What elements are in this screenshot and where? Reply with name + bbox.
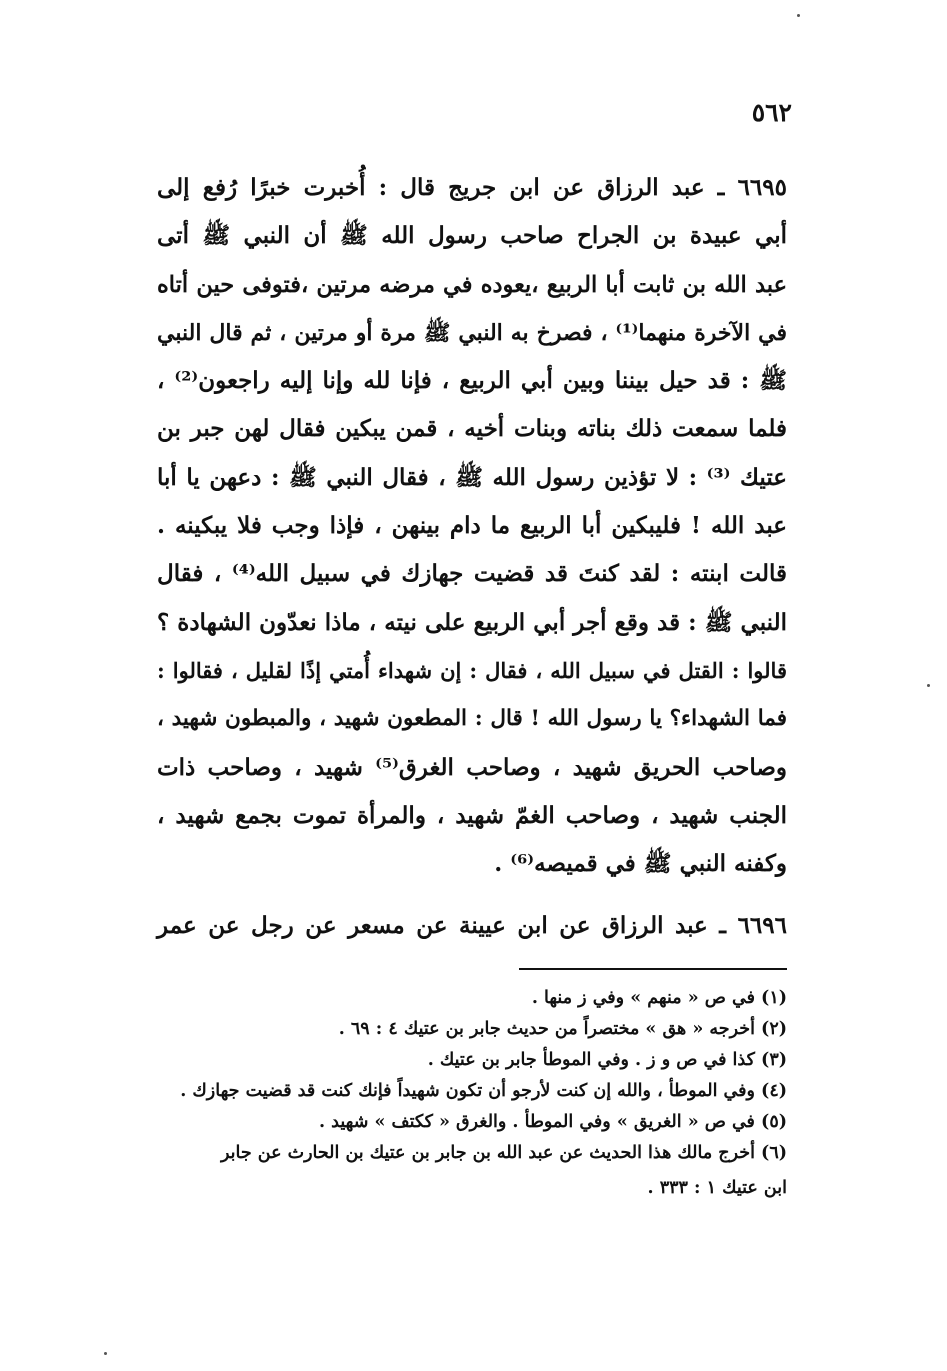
- hadith-line: أبي عبيدة بن الجراح صاحب رسول الله ﷺ أن النبي ﷺ أتى: [157, 222, 787, 250]
- next-hadith-line: ٦٦٩٦ ـ عبد الرزاق عن ابن عيينة عن مسعر عن رجل عن عمر: [157, 912, 787, 940]
- hadith-line: النبي ﷺ : قد وقع أجر أبي الربيع على نيته ، ماذا نعدّون الشهادة ؟: [157, 608, 787, 636]
- hadith-line: عبد الله ! فليبكين أبا الربيع ما دام بينهن ، فإذا وجب فلا يبكينه .: [157, 512, 787, 540]
- footnote: (٤) وفي الموطأ ، والله إن كنت لأرجو أن تكون شهيداً فإنك كنت قد قضيت جهازك .: [180, 1081, 787, 1101]
- footnote: (٥) في ص « الغريق » وفي الموطأ . والغرق « ككتف » شهيد .: [319, 1112, 787, 1132]
- footnotes: [147, 983, 787, 1204]
- footnote: (٦) أخرج مالك هذا الحديث عن عبد الله بن جابر بن عتيك بن الحارث عن جابر: [220, 1143, 787, 1163]
- hadith-line: ﷺ : قد حيل بيننا وبين أبي الربيع ، فإنا لله وإنا إليه راجعون⁽²⁾ ،: [157, 367, 787, 395]
- hadith-line: وصاحب الحريق شهيد ، وصاحب الغرق⁽⁵⁾ شهيد ، وصاحب ذات: [157, 753, 788, 781]
- hadith-line: في الآخرة منهما⁽¹⁾ ، فصرخ به النبي ﷺ مرة أو مرتين ، ثم قال النبي: [157, 319, 787, 346]
- scan-speck: [927, 684, 930, 687]
- hadith-text: [157, 164, 787, 951]
- hadith-line: الجنب شهيد ، وصاحب الغمّ شهيد ، والمرأة تموت بجمع شهيد ،: [157, 801, 787, 829]
- paragraph-gap: [157, 888, 787, 902]
- hadith-line: فلما سمعت ذلك بناته وبنات أخيه ، قمن يبكين فقال لهن جبر بن: [157, 415, 787, 443]
- scan-speck: [797, 14, 800, 17]
- hadith-line: عتيك ⁽³⁾ : لا تؤذين رسول الله ﷺ ، فقال النبي ﷺ : دعهن يا أبا: [157, 463, 787, 491]
- hadith-line: قالوا : القتل في سبيل الله ، فقال : إن شهداء أُمتي إذًا لقليل ، فقالوا :: [157, 657, 787, 683]
- hadith-line: عبد الله بن ثابت أبا الربيع ،يعوده في مرضه مرتين ،فتوفى حين أتاه: [157, 271, 787, 298]
- hadith-line: قالت ابنته : لقد كنتَ قد قضيت جهازك في سبيل الله⁽⁴⁾ ، فقال: [157, 560, 787, 588]
- footnote-divider: [519, 968, 787, 970]
- scan-speck: [104, 1352, 107, 1355]
- hadith-line: فما الشهداء؟ يا رسول الله ! قال : المطعون شهيد ، والمبطون شهيد ،: [157, 706, 787, 732]
- hadith-line: وكفنه النبي ﷺ في قميصه⁽⁶⁾ .: [494, 850, 787, 878]
- page-number: ٥٦٢: [751, 98, 792, 127]
- footnote: (٢) أخرجه « هق » مختصراً من حديث جابر بن عتيك ٤ : ٦٩ .: [338, 1019, 787, 1039]
- footnote: (١) في ص « منهم » وفي ز منها .: [531, 988, 787, 1008]
- footnote-continuation: ابن عتيك ١ : ٣٣٣ .: [647, 1178, 787, 1198]
- footnote: (٣) كذا في ص و ز . وفي الموطأ جابر بن عتيك .: [427, 1050, 787, 1070]
- hadith-line: ٦٦٩٥ ـ عبد الرزاق عن ابن جريج قال : أُخبرت خبرًا رُفع إلى: [157, 174, 787, 201]
